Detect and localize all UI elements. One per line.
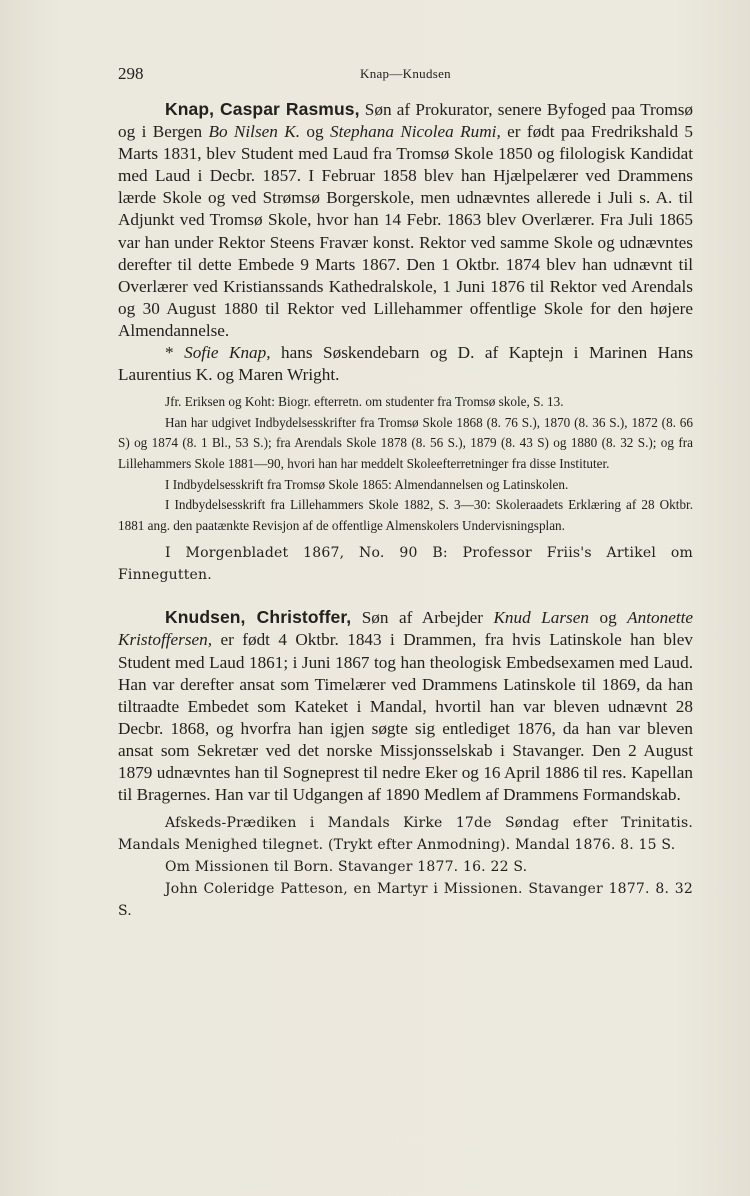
- note: Han har udgivet Indbydelsesskrifter fra Tromsø Skole 1868 (8. 76 S.), 1870 (8. 36 S.), 1872 (8. 66 S) og 1874 (8. 1 Bl., 53 S.); fra Arendals Skole 1878 (8. 56 S.), 1879 (8. 43 S) og 1880 (8. 32 S.); og fra Lillehammers Skole 1881—90, hvori han har meddelt Skoleefterretninger fra disse Instituter.: [118, 414, 693, 471]
- spouse-name: Sofie Knap,: [184, 343, 271, 363]
- note: Jfr. Eriksen og Koht: Biogr. efterretn. om studenter fra Tromsø skole, S. 13.: [165, 394, 564, 410]
- biography-entry-knudsen: [118, 606, 693, 922]
- blackletter-note: Om Missionen til Born. Stavanger 1877. 16. 22 S.: [165, 859, 528, 876]
- page-header: [118, 64, 693, 88]
- entry-paragraph: Knudsen, Christoffer, Søn af Arbejder Knud Larsen og Antonette Kristoffersen, er født 4 Oktbr. 1843 i Drammen, fra hvis Latinskole han blev Student med Laud 1861; i Juni 1867 tog han theologisk Embedsexamen med Laud. Han var derefter ansat som Timelærer ved Drammens Latinskole til 1869, da han tiltraadte Embedet som Kateket i Mandal, hvortil han var bleven udnævnt 28 Decbr. 1868, og hvorfra han igjen søgte sig entlediget 1876, da han var bleven ansat som Sekretær ved det norske Missjonsselskab i Stavanger. Den 2 August 1879 udnævntes han til Sogneprest til nedre Eker og 16 April 1886 til res. Kapellan til Bragernes. Han var til Udgangen af 1890 Medlem af Drammens Formandskab.: [118, 607, 694, 805]
- spouse-mark: *: [165, 343, 174, 363]
- mother-name: Antonette Kristoffersen,: [118, 608, 694, 650]
- entry-name: Knap, Caspar Rasmus,: [165, 99, 360, 119]
- mother-name: Stephana Nicolea Rumi,: [329, 122, 501, 142]
- note: I Indbydelsesskrift fra Tromsø Skole 1865: Almendannelsen og Latinskolen.: [165, 476, 569, 492]
- page-number: 298: [118, 64, 144, 83]
- blackletter-note: John Coleridge Patteson, en Martyr i Missionen. Stavanger 1877. 8. 32 S.: [118, 881, 693, 920]
- biography-entry-knap: [118, 98, 693, 586]
- page-content: [118, 64, 693, 922]
- father-name: Knud Larsen: [493, 608, 589, 628]
- entry-paragraph: Knap, Caspar Rasmus, Søn af Prokurator, senere Byfoged paa Tromsø og i Bergen Bo Nilsen K. og Stephana Nicolea Rumi, er født paa Fredrikshald 5 Marts 1831, blev Student med Laud fra Tromsø Skole 1850 og filologisk Kandidat med Laud i Decbr. 1857. I Februar 1858 blev han Hjælpelærer ved Drammens lærde Skole og ved Strømsø Borgerskole, men udnævntes allerede i Juli s. A. til Adjunkt ved Tromsø Skole, hvor han 14 Febr. 1863 blev Overlærer. Fra Juli 1865 var han under Rektor Steens Fravær konst. Rektor ved samme Skole og udnævntes derefter til dette Embede 9 Marts 1867. Den 1 Oktbr. 1874 blev han udnævnt til Overlærer ved Kristianssands Kathedralskole, 1 Juni 1876 til Rektor ved Arendals og 30 August 1880 til Rektor ved Lillehammer offentlige Skole for den højere Almendannelse.: [118, 99, 694, 340]
- blackletter-note: I Morgenbladet 1867, No. 90 B: Professor Friis's Artikel om Finnegutten.: [118, 545, 693, 584]
- entry-name: Knudsen, Christoffer,: [165, 607, 352, 628]
- note: I Indbydelsesskrift fra Lillehammers Skole 1882, S. 3—30: Skoleraadets Erklæring af 28 Oktbr. 1881 ang. den paatænkte Revisjon af de offentlige Almenskolers Undervisningsplan.: [118, 497, 693, 533]
- blackletter-note: Afskeds-Prædiken i Mandals Kirke 17de Søndag efter Trinitatis. Mandals Menighed tilegnet. (Trykt efter Anmodning). Mandal 1876. 8. 15 S.: [118, 815, 693, 854]
- running-title: Knap—Knudsen: [360, 66, 451, 81]
- spouse-paragraph: * Sofie Knap, hans Søskendebarn og D. af Kaptejn i Marinen Hans Laurentius K. og Maren Wright.: [118, 343, 694, 385]
- father-name: Bo Nilsen K.: [208, 122, 300, 142]
